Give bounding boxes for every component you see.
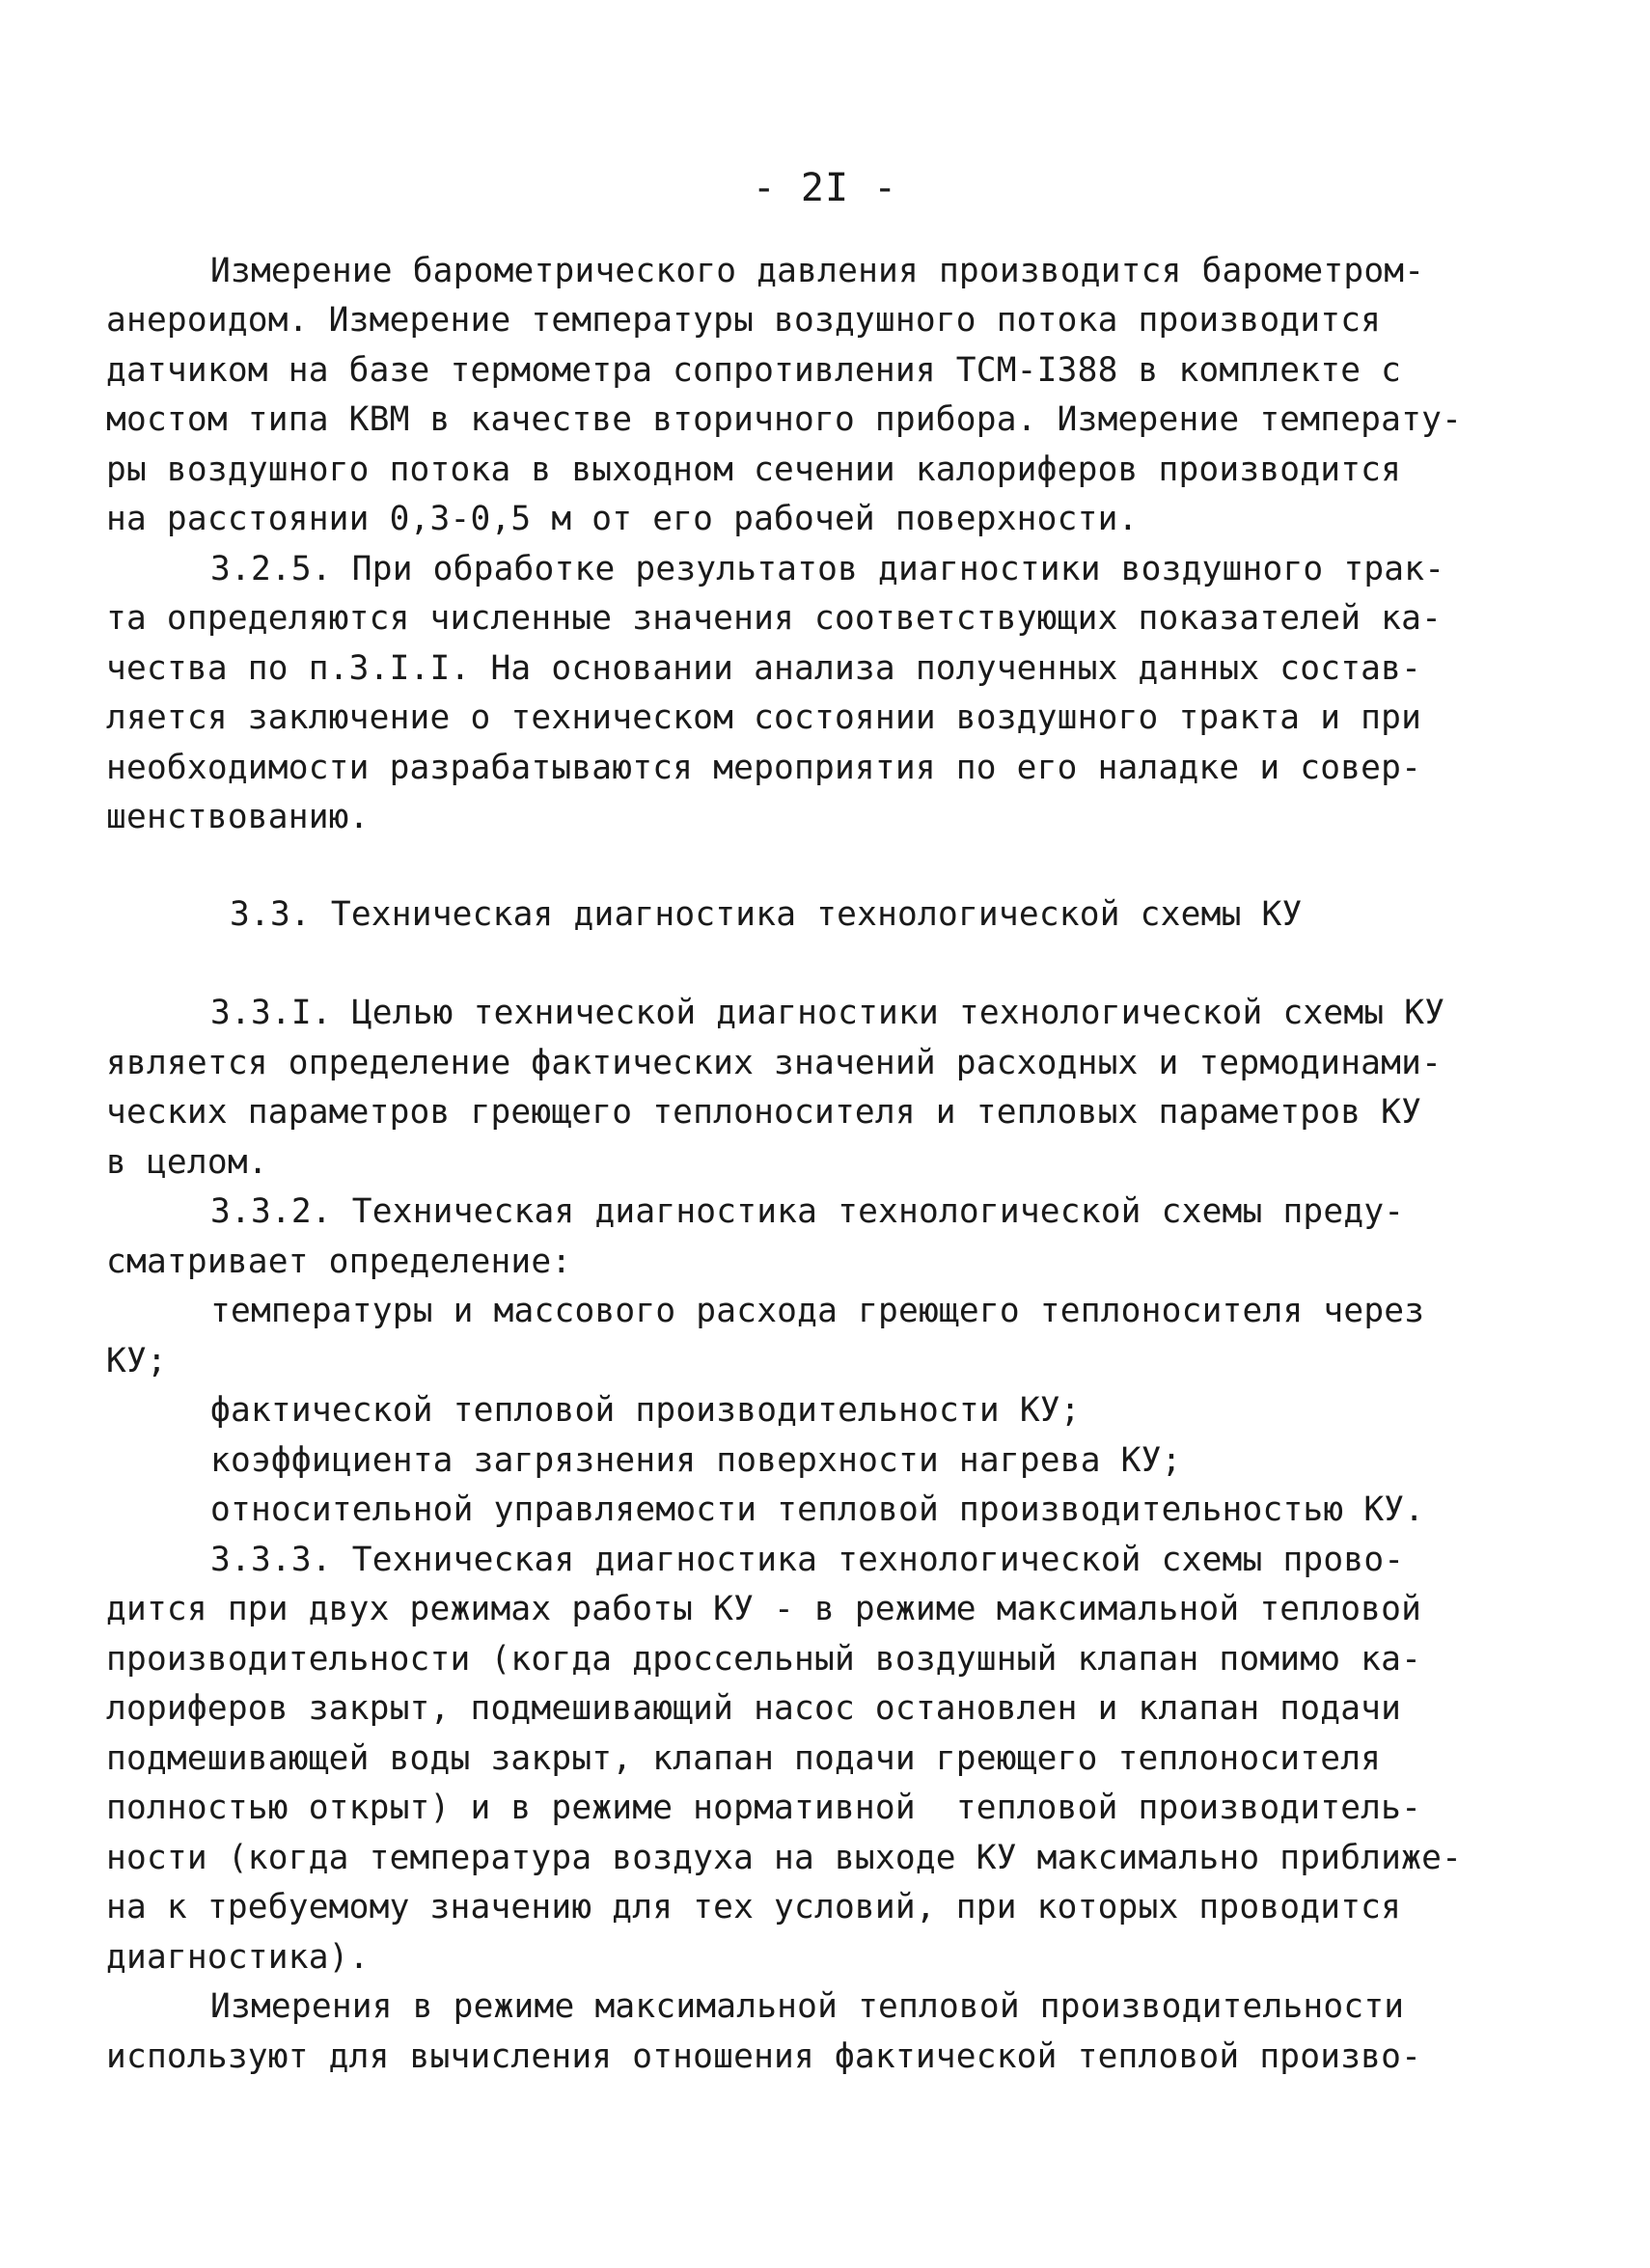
text-line: датчиком на базе термометра сопротивления ТСМ-I388 в комплекте с [106, 351, 1402, 390]
text-line: 3.3.I. Целью технической диагностики технологической схемы КУ [210, 994, 1445, 1032]
text-line: производительности (когда дроссельный воздушный клапан помимо ка- [106, 1640, 1422, 1679]
text-line: на к требуемому значению для тех условий, при которых проводится [106, 1888, 1402, 1926]
text-line: сматривает определение: [106, 1243, 572, 1281]
text-line: КУ; [106, 1342, 167, 1380]
text-line: ляется заключение о техническом состоянии воздушного тракта и при [106, 698, 1422, 737]
text-line: на расстоянии 0,3-0,5 м от его рабочей поверхности. [106, 500, 1139, 538]
text-line: фактической тепловой производительности КУ; [210, 1391, 1081, 1430]
text-line: ческих параметров греющего теплоносителя и тепловых параметров КУ [106, 1093, 1422, 1132]
text-line: чества по п.3.I.I. На основании анализа полученных данных состав- [106, 649, 1422, 688]
text-line: ности (когда температура воздуха на выходе КУ максимально приближе- [106, 1839, 1463, 1877]
text-line: используют для вычисления отношения фактической тепловой произво- [106, 2037, 1422, 2076]
text-line: 3.3.2. Техническая диагностика технологической схемы преду- [210, 1192, 1405, 1231]
text-line: является определение фактических значений расходных и термодинами- [106, 1044, 1443, 1082]
text-line: относительной управляемости тепловой производительностью КУ. [210, 1490, 1425, 1529]
text-line: анероидом. Измерение температуры воздушного потока производится [106, 301, 1382, 340]
section-heading: 3.3. Техническая диагностика технологической схемы КУ [230, 895, 1303, 934]
text-line: ры воздушного потока в выходном сечении калориферов производится [106, 451, 1402, 489]
text-line: коэффициента загрязнения поверхности нагрева КУ; [210, 1441, 1182, 1480]
text-line: дится при двух режимах работы КУ - в режиме максимальной тепловой [106, 1590, 1422, 1628]
page-number: - 2I - [752, 166, 898, 210]
text-line: мостом типа КВМ в качестве вторичного прибора. Измерение температу- [106, 400, 1463, 439]
text-line: шенствованию. [106, 798, 370, 836]
text-line: полностью открыт) и в режиме нормативной тепловой производитель- [106, 1789, 1422, 1827]
text-line: температуры и массового расхода греющего теплоносителя через [210, 1292, 1425, 1330]
text-line: 3.2.5. При обработке результатов диагностики воздушного трак- [210, 550, 1445, 588]
text-line: 3.3.3. Техническая диагностика технологической схемы прово- [210, 1541, 1405, 1579]
text-line: та определяются численные значения соответствующих показателей ка- [106, 599, 1443, 638]
text-line: подмешивающей воды закрыт, клапан подачи греющего теплоносителя [106, 1739, 1382, 1778]
text-line: Измерения в режиме максимальной тепловой производительности [210, 1987, 1405, 2026]
text-line: в целом. [106, 1143, 268, 1182]
text-line: лориферов закрыт, подмешивающий насос остановлен и клапан подачи [106, 1689, 1402, 1728]
text-line: Измерение барометрического давления производится барометром- [210, 252, 1425, 290]
text-line: диагностика). [106, 1938, 370, 1977]
text-line: необходимости разрабатываются мероприятия по его наладке и совер- [106, 749, 1422, 787]
